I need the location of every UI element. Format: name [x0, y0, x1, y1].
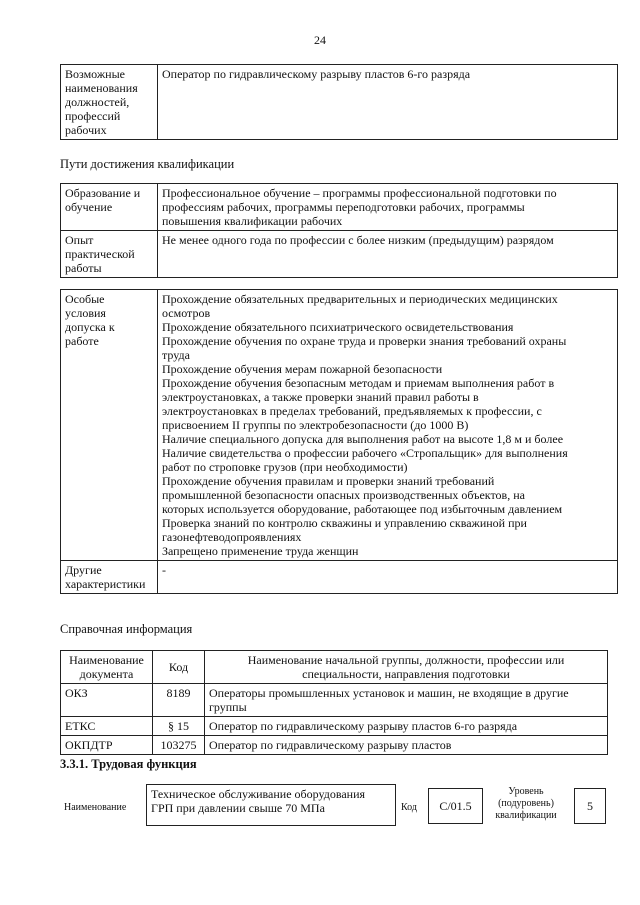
row-name-line: Оператор по гидравлическому разрыву пластов	[209, 738, 452, 752]
positions-label	[61, 65, 158, 140]
labor-function-title: 3.3.1. Трудовая функция	[60, 757, 197, 771]
other-value: -	[158, 561, 618, 594]
table-row	[61, 65, 618, 140]
row-code: 103275	[153, 736, 205, 755]
label-line: условия	[65, 306, 106, 320]
value-line: Профессиональное обучение – программы профессиональной подготовки по	[162, 186, 557, 200]
value-line: Прохождение обучения по охране труда и проверки знания требований охраны	[162, 334, 567, 348]
header-name	[205, 651, 608, 684]
value-line: осмотров	[162, 306, 211, 320]
value-line: газонефтеводопроявлениях	[162, 530, 302, 544]
row-document: ОКПДТР	[61, 736, 153, 755]
label-line: наименования	[65, 81, 138, 95]
value-line: Наличие свидетельства о профессии рабочего «Стропальщик» для выполнения	[162, 446, 568, 460]
label-line: Образование и	[65, 186, 141, 200]
label-line: профессий	[65, 109, 121, 123]
level-label	[486, 786, 566, 822]
value-line: Прохождение обязательных предварительных и периодических медицинских	[162, 292, 558, 306]
reference-title: Справочная информация	[60, 622, 193, 636]
level-value: 5	[587, 799, 593, 813]
value-line: Запрещено применение труда женщин	[162, 544, 359, 558]
label-line: обучение	[65, 200, 113, 214]
header-line: специальности, направления подготовки	[302, 667, 510, 681]
table-row	[61, 561, 618, 594]
header-line: Наименование начальной группы, должности, профессии или	[247, 653, 565, 667]
row-name-line: группы	[209, 700, 247, 714]
level-label-line: квалификации	[495, 810, 557, 821]
label-line: характеристики	[65, 577, 146, 591]
value-line: труда	[162, 348, 190, 362]
table-row	[61, 736, 608, 755]
label-line: практической	[65, 247, 135, 261]
table-row	[61, 290, 618, 561]
label-line: Другие	[65, 563, 102, 577]
function-name-line: ГРП при давлении свыше 70 МПа	[151, 801, 325, 815]
label-line: должностей,	[65, 95, 130, 109]
name-label: Наименование	[64, 802, 127, 813]
page-number: 24	[314, 33, 326, 47]
function-code-box	[428, 788, 483, 824]
header-document	[61, 651, 153, 684]
table-row	[61, 184, 618, 231]
value-line: работ по строповке грузов (при необходимости)	[162, 460, 408, 474]
row-code: 8189	[153, 684, 205, 717]
function-name-box	[146, 784, 396, 826]
value-line: промышленной безопасности опасных производственных объектов, на	[162, 488, 525, 502]
positions-value: Оператор по гидравлическому разрыву пластов 6-го разряда	[158, 65, 618, 140]
experience-value	[158, 231, 618, 278]
value-line: повышения квалификации рабочих	[162, 214, 343, 228]
value-line: профессиям рабочих, программы переподготовки рабочих, программы	[162, 200, 525, 214]
row-code: § 15	[153, 717, 205, 736]
label-line: допуска к	[65, 320, 115, 334]
value-line: присвоением II группы по электробезопасности (до 1000 В)	[162, 418, 469, 432]
row-name	[205, 717, 608, 736]
table-row	[61, 717, 608, 736]
header-code: Код	[153, 651, 205, 684]
admission-value	[158, 290, 618, 561]
row-document: ОКЗ	[61, 684, 153, 717]
other-label	[61, 561, 158, 594]
header-line: Наименование	[69, 653, 144, 667]
value-line: Прохождение обучения безопасным методам и приемам выполнения работ в	[162, 376, 555, 390]
admission-label	[61, 290, 158, 561]
positions-table	[60, 64, 618, 140]
value-line: которых используется оборудование, работающее под избыточным давлением	[162, 502, 563, 516]
experience-label	[61, 231, 158, 278]
table-row	[61, 684, 608, 717]
education-label	[61, 184, 158, 231]
education-table	[60, 183, 618, 278]
value-line: электроустановках, а также проверки знаний правил работы в	[162, 390, 479, 404]
row-name	[205, 736, 608, 755]
level-label-line: (подуровень)	[498, 798, 554, 809]
row-document: ЕТКС	[61, 717, 153, 736]
admission-table	[60, 289, 618, 594]
value-line: электроустановках в пределах требований, предъявляемых к профессии, с	[162, 404, 542, 418]
label-line: Особые	[65, 292, 105, 306]
level-label-line: Уровень	[508, 786, 544, 797]
level-box	[574, 788, 606, 824]
row-name	[205, 684, 608, 717]
value-line: Проверка знаний по контролю скважины и управлению скважиной при	[162, 516, 527, 530]
reference-table	[60, 650, 608, 755]
function-code: C/01.5	[439, 799, 472, 813]
labor-function-row	[60, 782, 620, 832]
value-line: Прохождение обучения мерам пожарной безопасности	[162, 362, 443, 376]
value-line: Прохождение обучения правилам и проверки знаний требований	[162, 474, 495, 488]
value-line: Прохождение обязательного психиатрического освидетельствования	[162, 320, 514, 334]
row-name-line: Операторы промышленных установок и машин, не входящие в другие	[209, 686, 569, 700]
row-name-line: Оператор по гидравлическому разрыву пластов 6-го разряда	[209, 719, 518, 733]
table-header-row	[61, 651, 608, 684]
code-label: Код	[401, 802, 417, 813]
label-line: рабочих	[65, 123, 107, 137]
header-line: документа	[79, 667, 134, 681]
label-line: работе	[65, 334, 99, 348]
value-line: Не менее одного года по профессии с более низким (предыдущим) разрядом	[162, 233, 554, 247]
label-line: Опыт	[65, 233, 94, 247]
value-line: Наличие специального допуска для выполнения работ на высоте 1,8 м и более	[162, 432, 564, 446]
label-line: работы	[65, 261, 102, 275]
qualification-paths-title: Пути достижения квалификации	[60, 157, 235, 171]
label-line: Возможные	[65, 67, 125, 81]
function-name-line: Техническое обслуживание оборудования	[151, 787, 366, 801]
table-row	[61, 231, 618, 278]
education-value	[158, 184, 618, 231]
